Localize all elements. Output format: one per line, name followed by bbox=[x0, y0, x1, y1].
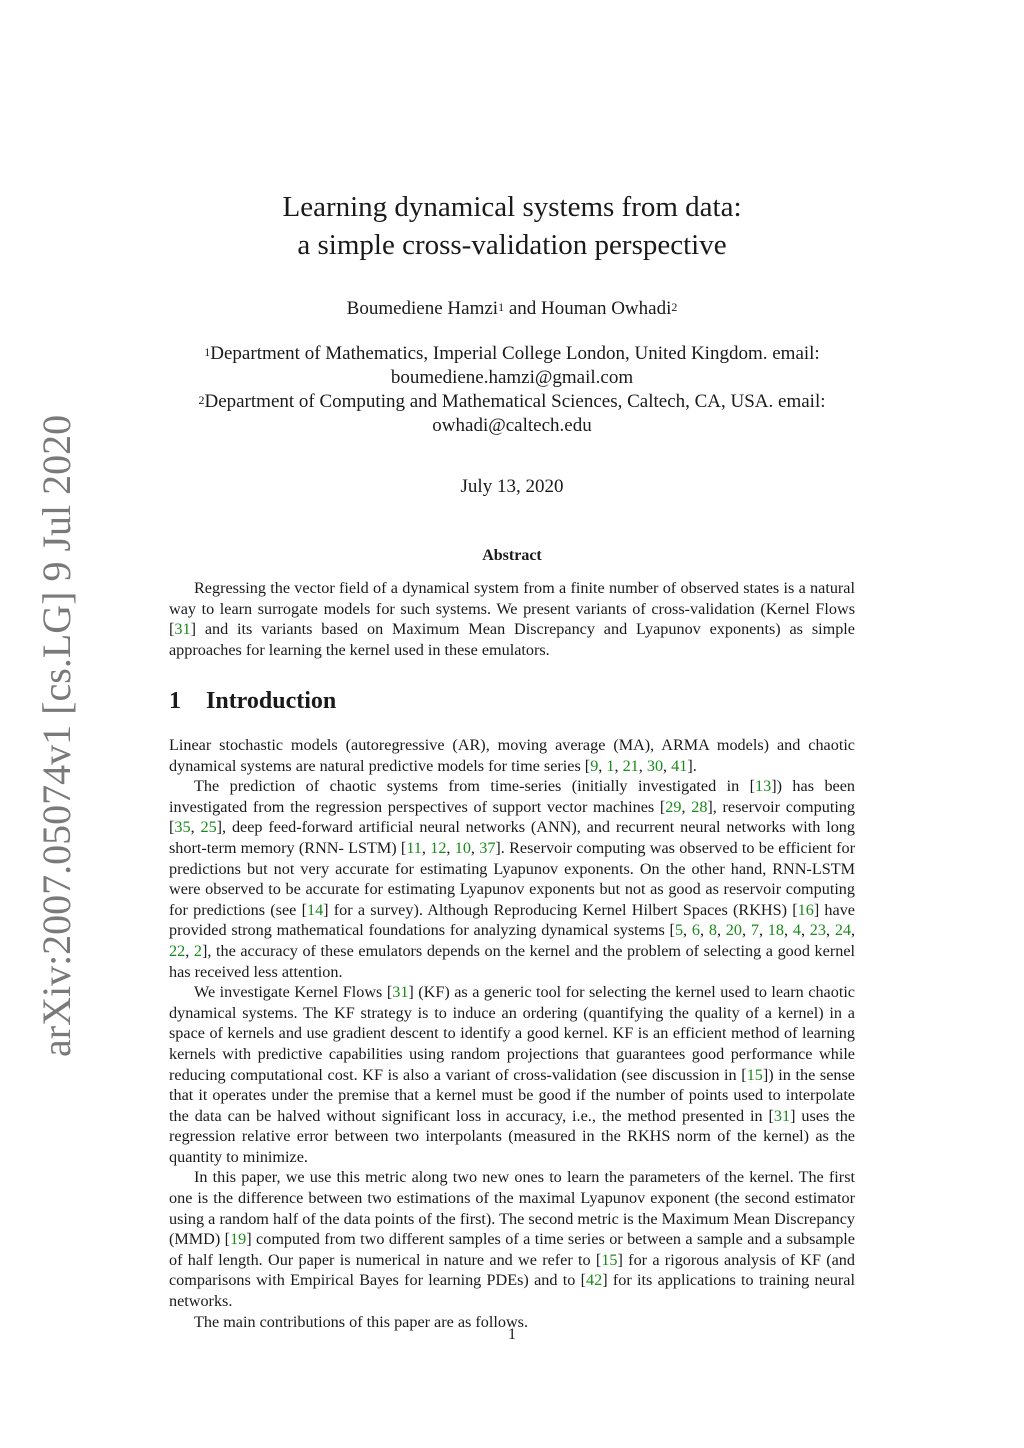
citation-link[interactable]: 31 bbox=[773, 1106, 791, 1125]
page-number: 1 bbox=[508, 1326, 516, 1343]
title-line-1: Learning dynamical systems from data: bbox=[282, 191, 742, 223]
author-2: Houman Owhadi bbox=[541, 298, 672, 319]
citation-link[interactable]: 37 bbox=[479, 838, 496, 857]
abstract-body bbox=[169, 578, 855, 660]
citation-link[interactable]: 16 bbox=[797, 900, 814, 919]
author-2-affiliation-mark: 2 bbox=[671, 300, 678, 314]
author-1: Boumediene Hamzi bbox=[346, 298, 499, 319]
paper-date: July 13, 2020 bbox=[460, 476, 564, 497]
citation-link[interactable]: 8 bbox=[708, 921, 717, 940]
citation-link[interactable]: 13 bbox=[755, 777, 772, 796]
section-title: Introduction bbox=[206, 688, 337, 714]
paper-title bbox=[0, 188, 1024, 264]
paragraph-4: In this paper, we use this metric along two new ones to learn the parameters of the kernel. The first one is the difference between two estimations of the maximal Lyapunov exponent (the second estimator using a random half of the data points of the first). The second metric is the Maximum Mean Discrepancy (MMD) [19] computed from two different samples of a time series or between a sample and a subsample of half length. Our paper is numerical in nature and we refer to [15] for a rigorous analysis of KF (and comparisons with Empirical Bayes for learning PDEs) and to [42] for its applications to training neural networks. bbox=[169, 1168, 855, 1311]
citation-link[interactable]: 22 bbox=[169, 941, 186, 960]
citation-link[interactable]: 18 bbox=[767, 921, 784, 940]
abstract-heading: Abstract bbox=[482, 547, 542, 564]
affiliation-2: $^2$Department of Computing and Mathematical Sciences, Caltech, CA, USA. email: bbox=[198, 391, 826, 412]
author-joiner: and bbox=[504, 298, 542, 319]
citation-link[interactable]: 24 bbox=[834, 921, 852, 940]
paragraph-1: Linear stochastic models (autoregressive (AR), moving average (MA), ARMA models) and chaotic dynamical systems are natural predictive models for time series [9, 1, 21, 30, 41]. bbox=[169, 736, 855, 775]
citation-link[interactable]: 19 bbox=[230, 1230, 247, 1249]
citation-link[interactable]: 10 bbox=[454, 838, 471, 857]
affiliation-1-email: boumediene.hamzi@gmail.com bbox=[390, 367, 634, 388]
citation-link[interactable]: 31 bbox=[392, 983, 409, 1002]
author-1-affiliation-mark: 1 bbox=[498, 300, 505, 314]
title-line-2: a simple cross-validation perspective bbox=[297, 229, 727, 261]
section-heading bbox=[169, 688, 336, 715]
introduction-body bbox=[169, 735, 855, 1332]
affiliation-1: $^1$Department of Mathematics, Imperial College London, United Kingdom. email: bbox=[204, 343, 820, 364]
citation-link[interactable]: 12 bbox=[430, 838, 447, 857]
citation-link[interactable]: 25 bbox=[200, 818, 217, 837]
affiliation-2-email: owhadi@caltech.edu bbox=[432, 415, 592, 436]
paragraph-5: The main contributions of this paper are as follows. bbox=[194, 1312, 529, 1331]
citation-link[interactable]: 5 bbox=[674, 921, 684, 940]
citation-link[interactable]: 15 bbox=[601, 1250, 618, 1269]
paragraph-2: The prediction of chaotic systems from time-series (initially investigated in [13]) has been investigated from the regression perspectives of support vector machines [29, 28], reservoir computing [35, 25], deep feed-forward artificial neural networks (ANN), and recurrent neural networks with long short-term memory (RNN- LSTM) [11, 12, 10, 37]. Reservoir computing was observed to be efficient for predictions but not very accurate for estimating Lyapunov exponents. On the other hand, RNN-LSTM were observed to be accurate for estimating Lyapunov exponents but not as good as reservoir computing for predictions (see [14] for a survey). Although Reproducing Kernel Hilbert Spaces (RKHS) [16] have provided strong mathematical foundations for analyzing dynamical systems [5, 6, 8, 20, 7, 18, 4, 23, 24, 22, 2], the accuracy of these emulators depends on the kernel and the problem of selecting a good kernel has received less attention. bbox=[169, 777, 856, 981]
citation-link[interactable]: 1 bbox=[606, 756, 615, 775]
citation-link[interactable]: 6 bbox=[691, 921, 700, 940]
citation-link[interactable]: 14 bbox=[306, 900, 324, 919]
citation-link[interactable]: 15 bbox=[746, 1065, 763, 1084]
citation-link[interactable]: 28 bbox=[691, 797, 708, 816]
citation-link[interactable]: 42 bbox=[586, 1271, 603, 1290]
citation-link[interactable]: 35 bbox=[174, 818, 191, 837]
citation-link[interactable]: 29 bbox=[665, 797, 682, 816]
paragraph-3: We investigate Kernel Flows [31] (KF) as a generic tool for selecting the kernel used to learn chaotic dynamical systems. The KF strategy is to induce an ordering (quantifying the quality of a kernel) in a space of kernels and use gradient descent to identify a good kernel. KF is an efficient method of learning kernels with predictive capabilities using random projections that guarantees good performance while reducing computational cost. KF is also a variant of cross-validation (see discussion in [15]) in the sense that it operates under the premise that a kernel must be good if the number of points used to interpolate the data can be halved without significant loss in accuracy, i.e., the method presented in [31] uses the regression relative error between two interpolants (measured in the RKHS norm of the kernel) as the quantity to minimize. bbox=[169, 983, 856, 1166]
citation-link[interactable]: 31 bbox=[174, 620, 191, 639]
citation-link[interactable]: 20 bbox=[725, 921, 742, 940]
citation-link[interactable]: 30 bbox=[646, 756, 664, 775]
citation-link[interactable]: 11 bbox=[406, 838, 422, 857]
citation-link[interactable]: 23 bbox=[809, 921, 826, 940]
citation-link[interactable]: 21 bbox=[622, 756, 639, 775]
citation-link[interactable]: 41 bbox=[671, 756, 688, 775]
author-list bbox=[0, 296, 1024, 322]
section-number: 1 bbox=[169, 688, 181, 714]
citation-link[interactable]: 2 bbox=[193, 941, 202, 960]
affiliations bbox=[0, 342, 1024, 438]
arxiv-identifier: arXiv:2007.05074v1 [cs.LG] 9 Jul 2020 bbox=[34, 414, 79, 1057]
citation-link[interactable]: 9 bbox=[590, 756, 599, 775]
abstract-paragraph: Regressing the vector field of a dynamical system from a finite number of observed states is a natural way to learn surrogate models for such systems. We present variants of cross-validation (Kernel Flows [31] and its variants based on Maximum Mean Discrepancy and Lyapunov exponents) as simple approaches for learning the kernel used in these emulators. bbox=[169, 579, 855, 659]
citation-link[interactable]: 4 bbox=[792, 921, 801, 940]
citation-link[interactable]: 7 bbox=[750, 921, 759, 940]
